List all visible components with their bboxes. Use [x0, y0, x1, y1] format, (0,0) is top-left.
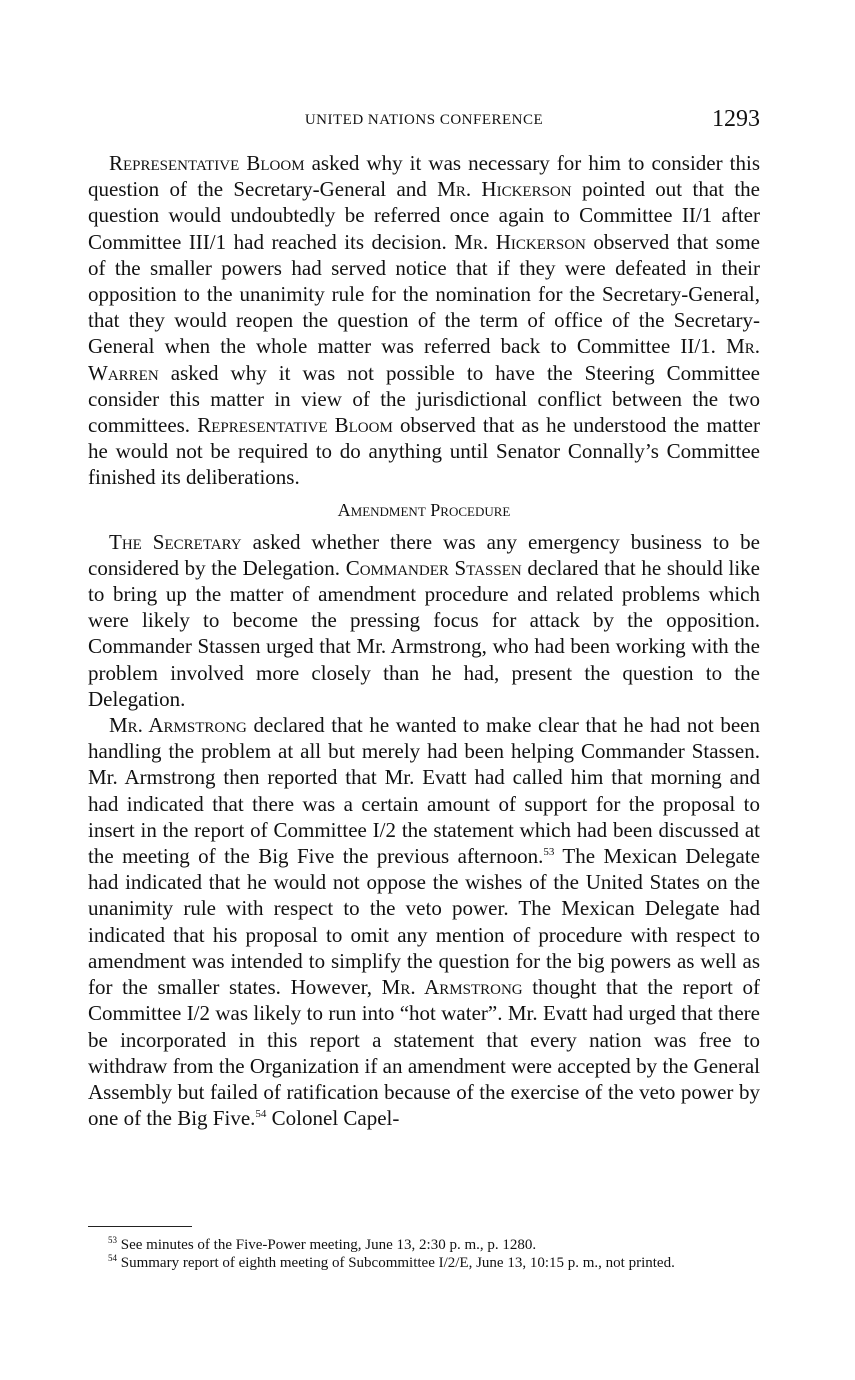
footnote-53	[88, 1236, 760, 1254]
speaker-name: The Secretary	[109, 529, 242, 554]
speaker-name: Representative Bloom	[109, 151, 305, 175]
paragraph-text: The Mexican Delegate had indicated that he would not oppose the wishes of the United States on the unanimity rule with respect to the veto power. The Mexican Delegate had indicated that his proposal to omit any mention of procedure with respect to amendment was intended to simplify the question for the big powers as well as for the smaller states. However,	[88, 844, 760, 1000]
speaker-name: Commander Stassen	[345, 555, 522, 580]
footnote-ref-54: 54	[255, 1108, 267, 1121]
speaker-name: Mr. Hickerson	[437, 177, 572, 202]
paragraph-text: thought that the report of Committee I/2 was likely to run into “hot water”. Mr. Evatt had urged that there be incorporated in this report a statement that every nation was free to withdraw from the Organization if an amendment were accepted by the General Assembly but failed of ratification because of the exercise of the veto power by one of the Big Five.	[88, 975, 760, 1131]
page-header	[88, 106, 760, 136]
speaker-name: Mr. Hickerson	[454, 229, 586, 254]
paragraph-secretary	[88, 529, 760, 712]
speaker-name: Mr. Armstrong	[109, 713, 247, 738]
paragraph-text: observed that some of the smaller powers had served notice that if they were defeated in their opposition to the unanimity rule for the nomination for the Secretary-General, that they would reopen the question of the term of office of the Secretary-General when the whole matter was referred back to Committee II/1.	[88, 229, 761, 359]
speaker-name: Mr. Armstrong	[381, 975, 523, 1000]
paragraph-text: declared that he should like to bring up the matter of amendment procedure and related problems which were likely to become the pressing focus for attack by the opposition. Commander Stassen urged that Mr. Armstrong, who had been working with the problem involved more closely than he had, present the question to the Delegation.	[88, 555, 761, 711]
paragraph-text: Colonel Capel-	[266, 1106, 400, 1131]
paragraph-text: asked whether there was any emergency business to be considered by the Delegation.	[88, 529, 760, 580]
paragraph-text: asked why it was necessary for him to consider this question of the Secretary-General and	[88, 151, 760, 202]
running-head: UNITED NATIONS CONFERENCE	[304, 112, 544, 128]
footnote-ref-53: 53	[543, 846, 555, 859]
page-number: 1293	[712, 106, 760, 132]
footnote-marker: 53	[108, 1235, 117, 1245]
paragraph-text: declared that he wanted to make clear that he had not been handling the problem at all but merely had been helping Commander Stassen. Mr. Armstrong then reported that Mr. Evatt had called him that morning and had indicated that there was a certain amount of support for the proposal to insert in the report of Committee I/2 the statement which had been discussed at the meeting of the Big Five the previous afternoon.	[88, 713, 760, 869]
footnote-54	[88, 1254, 760, 1272]
speaker-name: Representative Bloom	[197, 413, 393, 438]
footnote-text: Summary report of eighth meeting of Subcommittee I/2/E, June 13, 10:15 p. m., not printed.	[117, 1255, 675, 1271]
footnote-marker: 54	[108, 1253, 117, 1263]
section-heading: Amendment Procedure	[337, 499, 511, 520]
speaker-name: Mr. Warren	[88, 334, 760, 385]
footnotes	[88, 1226, 760, 1272]
paragraph-armstrong	[88, 712, 760, 1131]
paragraph-bloom-question	[88, 150, 760, 491]
paragraph-text: asked why it was not possible to have the Steering Committee consider this matter in view of the jurisdictional conflict between the two committees.	[88, 360, 760, 438]
paragraph-text: observed that as he understood the matter he would not be required to do anything until Senator Connally’s Committee finished its deliberations.	[88, 413, 760, 490]
footnote-divider	[88, 1226, 192, 1227]
paragraph-text: pointed out that the question would undoubtedly be referred once again to Committee II/1 after Committee III/1 had reached its decision.	[88, 177, 760, 254]
body-text	[88, 150, 760, 1131]
footnote-text: See minutes of the Five-Power meeting, June 13, 2:30 p. m., p. 1280.	[117, 1237, 537, 1253]
